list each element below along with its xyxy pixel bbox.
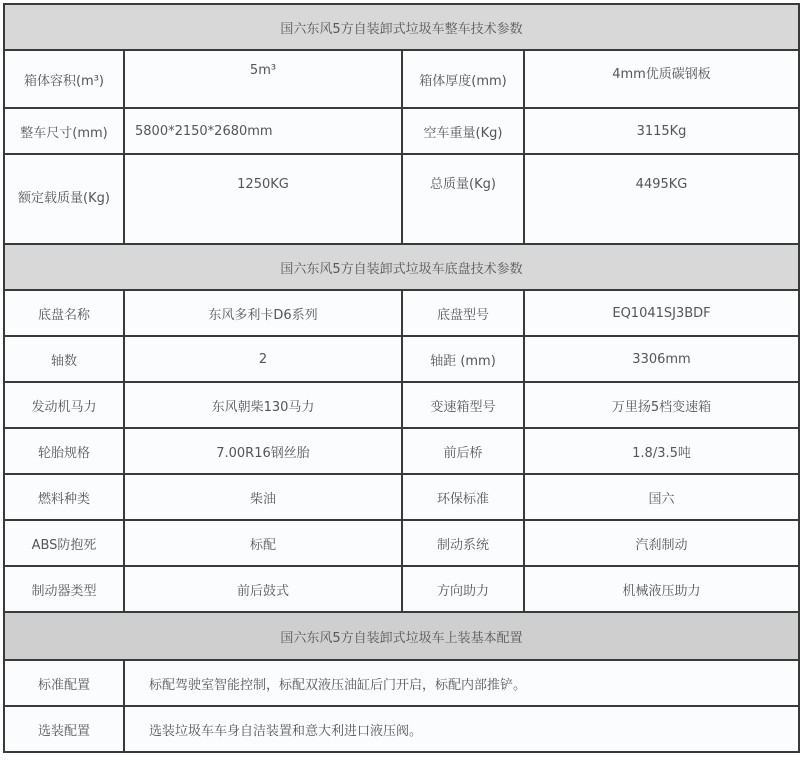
param-label: 底盘名称: [4, 290, 124, 336]
section-header: [4, 4, 799, 50]
param-value: EQ1041SJ3BDF: [524, 290, 799, 336]
param-value: 4mm优质碳钢板: [524, 50, 799, 108]
param-value: 2: [124, 336, 402, 382]
param-value: 3306mm: [524, 336, 799, 382]
table-row: [4, 50, 799, 108]
param-label: 轴数: [4, 336, 124, 382]
param-value: 万里扬5档变速箱: [524, 382, 799, 428]
config-label: 选装配置: [4, 706, 124, 752]
table-row: [4, 566, 799, 612]
param-label: 空车重量(Kg): [402, 108, 524, 154]
param-label: 额定载质量(Kg): [4, 154, 124, 244]
table-row: [4, 290, 799, 336]
param-value: 4495KG: [524, 154, 799, 244]
table-row: [4, 336, 799, 382]
table-row: [4, 520, 799, 566]
table-row: [4, 660, 799, 706]
param-label: 燃料种类: [4, 474, 124, 520]
param-label: 轮胎规格: [4, 428, 124, 474]
section-title: 国六东风5方自装卸式垃圾车上装基本配置: [4, 612, 799, 660]
param-label: 制动系统: [402, 520, 524, 566]
table-row: [4, 428, 799, 474]
param-value: 汽刹制动: [524, 520, 799, 566]
param-value: 东风多利卡D6系列: [124, 290, 402, 336]
param-label: 发动机马力: [4, 382, 124, 428]
config-label: 标准配置: [4, 660, 124, 706]
param-value: 标配: [124, 520, 402, 566]
param-label: 箱体容积(m³): [4, 50, 124, 108]
param-value: 3115Kg: [524, 108, 799, 154]
param-label: 前后桥: [402, 428, 524, 474]
section-title: 国六东风5方自装卸式垃圾车底盘技术参数: [4, 244, 799, 290]
spec-table: [3, 3, 800, 753]
param-value: 1.8/3.5吨: [524, 428, 799, 474]
param-label: 底盘型号: [402, 290, 524, 336]
config-value: 选装垃圾车车身自洁装置和意大利进口液压阀。: [124, 706, 799, 752]
param-label: 总质量(Kg): [402, 154, 524, 244]
param-label: 环保标准: [402, 474, 524, 520]
table-row: [4, 706, 799, 752]
param-value: 机械液压助力: [524, 566, 799, 612]
param-value: 5m³: [124, 50, 402, 108]
section-header: [4, 612, 799, 660]
param-value: 东风朝柴130马力: [124, 382, 402, 428]
param-value: 1250KG: [124, 154, 402, 244]
param-label: 轴距 (mm): [402, 336, 524, 382]
table-row: [4, 474, 799, 520]
section-title: 国六东风5方自装卸式垃圾车整车技术参数: [4, 4, 799, 50]
param-value: 柴油: [124, 474, 402, 520]
table-row: [4, 154, 799, 244]
param-label: 箱体厚度(mm): [402, 50, 524, 108]
section-header: [4, 244, 799, 290]
param-value: 5800*2150*2680mm: [124, 108, 402, 154]
param-label: 制动器类型: [4, 566, 124, 612]
config-value: 标配驾驶室智能控制，标配双液压油缸后门开启，标配内部推铲。: [124, 660, 799, 706]
param-value: 7.00R16钢丝胎: [124, 428, 402, 474]
param-label: 整车尺寸(mm): [4, 108, 124, 154]
table-row: [4, 382, 799, 428]
param-label: 方向助力: [402, 566, 524, 612]
param-value: 前后鼓式: [124, 566, 402, 612]
table-row: [4, 108, 799, 154]
param-value: 国六: [524, 474, 799, 520]
param-label: ABS防抱死: [4, 520, 124, 566]
param-label: 变速箱型号: [402, 382, 524, 428]
